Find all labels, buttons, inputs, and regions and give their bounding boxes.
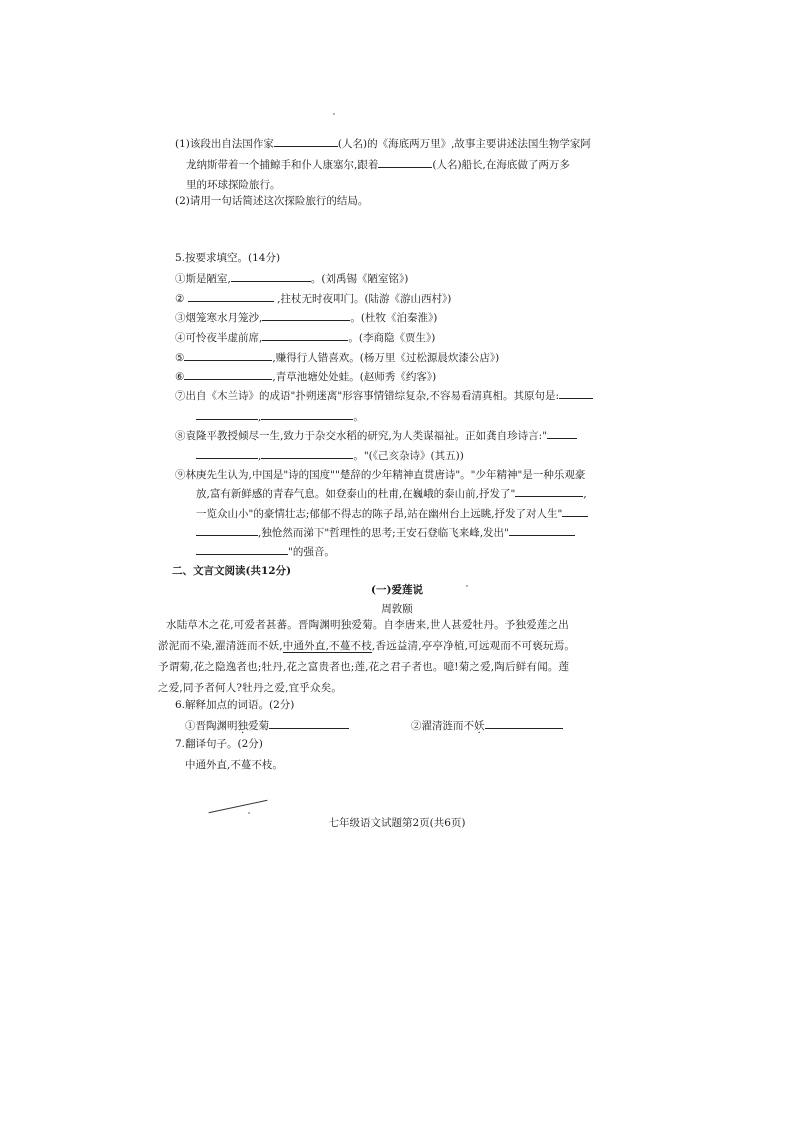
q5-heading: 5.按要求填空。(14分) — [175, 252, 281, 264]
q5-item-2: ② ,拄杖无时夜叩门。(陆游《游山西村》) — [175, 293, 452, 305]
q5-item-4: ④可怜夜半虚前席, 。(李商隐《贾生》) — [175, 332, 436, 344]
passage-body — [158, 615, 638, 699]
answer-blank[interactable] — [196, 448, 258, 459]
answer-blank[interactable] — [547, 428, 577, 439]
pen-stroke-mark — [209, 800, 268, 813]
answer-blank[interactable] — [196, 409, 258, 420]
dotted-word: 独 — [237, 720, 248, 732]
q5-item-9-line2: 放,富有新鲜感的青春气息。如登泰山的杜甫,在巍峨的泰山前,抒发了" , — [196, 488, 587, 500]
answer-blank[interactable] — [378, 157, 432, 168]
answer-blank[interactable] — [274, 136, 338, 147]
passage-title: (一)爱莲说 — [371, 584, 423, 596]
answer-blank[interactable] — [262, 330, 348, 341]
answer-blank[interactable] — [184, 350, 272, 361]
answer-blank[interactable] — [269, 718, 349, 729]
scan-speck — [333, 113, 335, 115]
answer-blank[interactable] — [515, 486, 583, 497]
passage-line-4: 之爱,同予者何人?牡丹之爱,宜乎众矣。 — [158, 682, 343, 694]
q5-item-7: ⑦出自《木兰诗》的成语"扑朔迷离"形容事情错综复杂,不容易看清真相。其原句是: — [175, 388, 593, 403]
q5-item-6: ⑥ ,青草池塘处处蛙。(赵师秀《约客》) — [175, 371, 437, 383]
q5-item-5: ⑤ ,赚得行人错喜欢。(杨万里《过松源晨炊漆公店》) — [175, 352, 500, 364]
passage-line-3: 予谓菊,花之隐逸者也;牡丹,花之富贵者也;莲,花之君子者也。噫!菊之爱,陶后鲜有闻。莲 — [158, 661, 570, 673]
underlined-sentence: 中通外直,不蔓不枝 — [282, 640, 372, 652]
q5-item-1: ①斯是陋室, 。(刘禹锡《陋室铭》) — [175, 273, 409, 285]
q5-item-8-cont: , 。"(《己亥杂诗》(其五)) — [196, 448, 464, 463]
q6-item-2: ②濯清涟而不妖 — [411, 718, 563, 733]
page-footer: 七年级语文试题第2页(共6页) — [328, 817, 466, 829]
answer-blank[interactable] — [261, 409, 353, 420]
passage-line-2: 淤泥而不染,濯清涟而不妖,中通外直,不蔓不枝,香远益清,亭亭净植,可远观而不可亵玩焉。 — [158, 640, 576, 652]
q7-heading: 7.翻译句子。(2分) — [175, 738, 263, 750]
q5-item-9-line3: 一览众山小"的豪情壮志;郁郁不得志的陈子昂,站在幽州台上远眺,抒发了对人生" — [196, 506, 588, 521]
passage-line-1: 水陆草木之花,可爱者甚蕃。晋陶渊明独爱菊。自李唐来,世人甚爱牡丹。予独爱莲之出 — [166, 619, 569, 631]
scan-speck — [248, 812, 250, 814]
q5-item-8: ⑧袁隆平教授倾尽一生,致力于杂交水稻的研究,为人类谋福祉。正如龚自珍诗言:" — [175, 428, 577, 443]
q5-item-7-cont: , 。 — [196, 409, 364, 424]
q5-item-9-line4: ,独怆然而涕下"哲理性的思考;王安石登临飞来峰,发出" — [196, 525, 575, 540]
q4-part1-line2: 龙纳斯带着一个捕鲸手和仆人康塞尔,跟着 (人名)船长,在海底做了两万多 — [186, 159, 570, 171]
q7-sentence: 中通外直,不蔓不枝。 — [185, 759, 283, 771]
q5-item-3: ③烟笼寒水月笼沙, 。(杜牧《泊秦淮》) — [175, 312, 438, 324]
q4-part1-line1: (1)该段出自法国作家 (人名)的《海底两万里》,故事主要讲述法国生物学家阿 — [175, 138, 591, 150]
answer-blank[interactable] — [559, 388, 593, 399]
q6-item-1: ①晋陶渊明独爱菊 — [185, 718, 349, 733]
answer-blank[interactable] — [485, 718, 563, 729]
answer-blank[interactable] — [231, 271, 311, 282]
q5-item-9-line1: ⑨林庚先生认为,中国是"诗的国度""楚辞的少年精神直贯唐诗"。"少年精神"是一种乐观豪 — [175, 469, 586, 481]
answer-blank[interactable] — [184, 369, 272, 380]
answer-blank[interactable] — [562, 506, 588, 517]
answer-blank[interactable] — [188, 291, 274, 302]
answer-blank[interactable] — [196, 544, 288, 555]
scan-speck — [466, 585, 468, 587]
answer-blank[interactable] — [262, 310, 350, 321]
answer-blank[interactable] — [509, 525, 575, 536]
passage-author: 周敦颐 — [381, 603, 413, 615]
q5-item-9-line5: "的强音。 — [196, 544, 335, 559]
section-2-heading: 二、文言文阅读(共12分) — [172, 565, 292, 577]
q6-heading: 6.解释加点的词语。(2分) — [175, 699, 295, 711]
answer-blank[interactable] — [196, 525, 258, 536]
answer-blank[interactable] — [261, 448, 353, 459]
q4-part1-line3: 里的环球探险旅行。 — [186, 179, 281, 191]
q4-part2: (2)请用一句话简述这次探险旅行的结局。 — [175, 195, 369, 207]
dotted-word: 妖 — [474, 720, 485, 732]
